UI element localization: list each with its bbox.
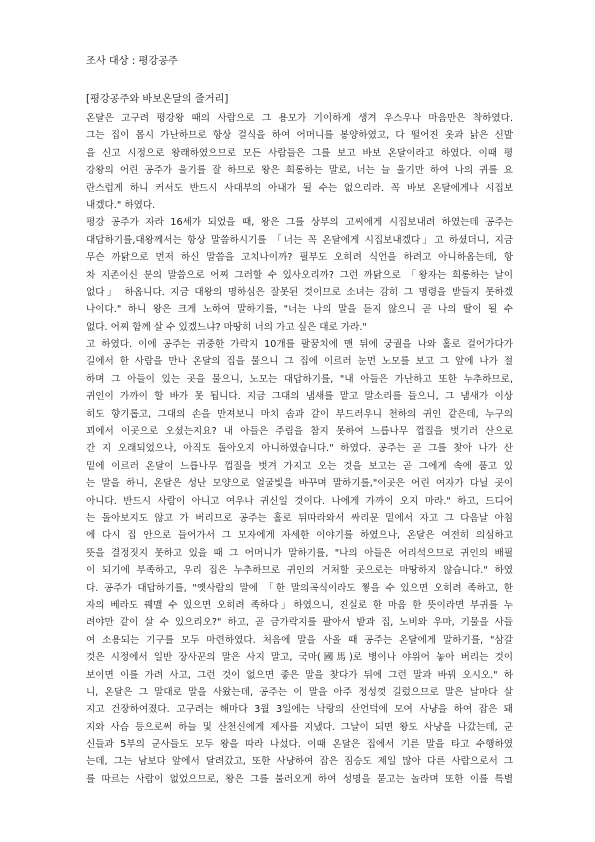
text-line: 길에서 한 사람을 만나 온달의 집을 물으니 그 집에 이르러 눈먼 노모를 보고 그 앞에 나가 절 [86, 356, 513, 368]
text-line: 신들과 5부의 군사들도 모두 왕을 따라 나섰다. 이때 온달은 집에서 기른 말을 타고 수행하였 [86, 739, 513, 751]
story-body [86, 110, 513, 788]
text-line: 온달은 고구려 평강왕 때의 사람으로 그 용모가 기이하게 생겨 우스우나 마음만은 착하였다. [86, 113, 513, 124]
text-line: 이 되기에 부족하고, 우리 집은 누추하므로 귀인의 거처할 곳으로는 마땅하지 않습니다." 하였 [86, 565, 513, 577]
text-line: 그는 집이 몹시 가난하므로 항상 걸식을 하여 어머니를 봉양하였고, 다 떨어진 옷과 낡은 신발 [86, 130, 513, 142]
text-line: 강왕의 어린 공주가 울기를 잘 하므로 왕은 희롱하는 말로, 너는 늘 울기만 하여 나의 귀를 요 [86, 165, 513, 177]
text-line: 없다. 어찌 함께 살 수 있겠느냐? 마땅히 너의 가고 싶은 대로 가라." [86, 321, 367, 333]
text-line: 다. 공주가 대답하기를, "옛사람의 말에 「한 말의곡식이라도 찧을 수 있으면 오히려 족하고, 한 [86, 582, 513, 594]
text-line: 려야만 같이 살 수 있으리오?" 하고, 곧 금가락지를 팔아서 밭과 집, 노비와 우마, 기물을 사들 [86, 617, 513, 629]
text-line: 뜻을 결정짓지 못하고 있을 때 그 어머니가 말하기를, "나의 아들은 어리석으므로 귀인의 배필 [86, 547, 513, 559]
text-line: 히도 향기롭고, 그대의 손을 만져보니 마치 솜과 같이 부드러우니 천하의 귀인 같은데, 누구의 [86, 408, 513, 420]
text-line: 고 하였다. 이에 공주는 귀중한 가락지 10개를 팔꿈치에 맨 뒤에 궁궐을 나와 홀로 걸어가다가 [86, 339, 513, 351]
text-line: 는데, 그는 남보다 앞에서 달려갔고, 또한 사냥하여 잡은 짐승도 제일 많아 다른 사람으로서 그 [86, 756, 513, 768]
text-line: 것은 시정에서 일반 장사꾼의 말은 사지 말고, 국마(國馬)로 병이나 야위어 놓아 버리는 것이 [86, 652, 513, 664]
text-line: 나이다." 하니 왕은 크게 노하여 말하기를, "너는 나의 말을 듣지 않으니 곧 나의 딸이 될 수 [86, 304, 513, 316]
text-line: 를 따르는 사람이 없었으므로, 왕은 그를 불러오게 하여 성명을 묻고는 놀라며 또한 이를 특별 [86, 773, 513, 785]
text-line: 란스럽게 하니 커서도 반드시 사대부의 아내가 될 수는 없으리라. 꼭 바보 온달에게나 시집보 [86, 182, 513, 194]
text-line: 꾀에서 이곳으로 오셨는지요? 내 아들은 주림을 참지 못하여 느릅나무 껍질을 벗기러 산으로 [86, 426, 513, 438]
text-line: 없다」 하옵니다. 지금 대왕의 명하심은 잘못된 것이므로 소녀는 감히 그 명령을 받들지 못하겠 [86, 286, 513, 298]
text-line: 대답하기를,대왕께서는 항상 말씀하시기를 「너는 꼭 온달에게 시집보내겠다」고 하셨더니, 지금 [86, 234, 513, 246]
text-line: 을 신고 시정으로 왕래하였으므로 모든 사람들은 그를 보고 바보 온달이라고 하였다. 이때 평 [86, 147, 513, 159]
text-line: 지고 건장하여졌다. 고구려는 해마다 3월 3일에는 낙랑의 산언덕에 모여 사냥을 하여 잡은 돼 [86, 704, 513, 716]
text-line: 밑에 이르러 온달이 느릅나무 껍질을 벗겨 가지고 오는 것을 보고는 곧 그에게 속에 품고 있 [86, 460, 513, 472]
text-line: 는 돌아보지도 않고 가 버리므로 공주는 홀로 뒤따라와서 싸리문 밑에서 자고 그 다음날 아침 [86, 512, 513, 524]
text-line: 지와 사슴 등으로써 하늘 및 산천신에게 제사를 지냈다. 그날이 되면 왕도 사냥을 나갔는데, 군 [86, 721, 513, 733]
text-line: 평강 공주가 자라 16세가 되었을 때, 왕은 그를 상부의 고씨에게 시집보내려 하였는데 공주는 [86, 217, 513, 229]
text-line: 내겠다." 하였다. [86, 199, 156, 211]
subject-line: 조사 대상 : 평강공주 [86, 56, 178, 67]
text-line: 니, 온달은 그 말대로 말을 사왔는데, 공주는 이 말을 아주 정성껏 길렀으므로 말은 날마다 살 [86, 686, 513, 698]
text-line: 하며 그 아들이 있는 곳을 물으니, 노모는 대답하기를, "내 아들은 가난하고 또한 누추하므로, [86, 373, 513, 385]
text-line: 자의 베라도 꿰맬 수 있으면 오히려 족하다」하였으니, 진실로 한 마음 한 뜻이라면 부귀를 누 [86, 599, 513, 611]
text-line: 에 다시 집 안으로 들어가서 그 모자에게 자세한 이야기를 하였으나, 온달은 여전히 의심하고 [86, 530, 513, 542]
text-line: 는 말을 하니, 온달은 성난 모양으로 얼굴빛을 바꾸며 말하기를,"이곳은 어린 여자가 다닐 곳이 [86, 478, 513, 490]
text-line: 간 지 오래되었으나, 아직도 돌아오지 아니하였습니다." 하였다. 공주는 곧 그를 찾아 나가 산 [86, 443, 513, 455]
text-line: 귀인이 가까이 할 바가 못 됩니다. 지금 그대의 냄새를 맡고 말소리를 들으니, 그 냄새가 이상 [86, 391, 513, 403]
text-line: 아니다. 반드시 사람이 아니고 여우나 귀신일 것이다. 나에게 가까이 오지 마라." 하고, 드디어 [86, 495, 513, 507]
text-line: 차 지존이신 분의 말씀으로 어찌 그러할 수 있사오리까? 그런 까닭으로 「왕자는 희롱하는 날이 [86, 269, 513, 281]
text-line: 여 소용되는 기구를 모두 마련하였다. 처음에 말을 사올 때 공주는 온달에게 말하기를, "삼갈 [86, 634, 513, 646]
section-title: [평강공주와 바보온달의 줄거리] [86, 94, 229, 105]
text-line: 무슨 까닭으로 먼저 하신 말씀을 고치나이까? 필부도 오히려 식언을 하려고 아니하옵는데, 항 [86, 252, 513, 264]
text-line: 보이면 이를 가려 사고, 그런 것이 없으면 좋은 말을 찾다가 뒤에 그런 말과 바꿔 오시오." 하 [86, 669, 513, 681]
